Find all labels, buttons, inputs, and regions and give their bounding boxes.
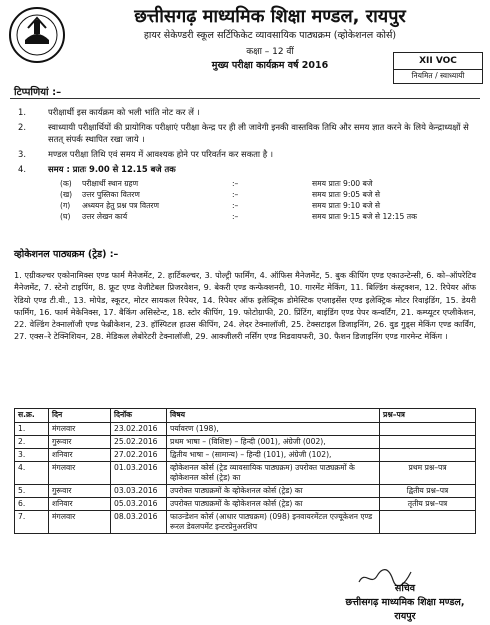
table-row: 3. शनिवार 27.02.2016 द्वितीय भाषा – (सामान्य) – हिन्दी (101), अंग्रेजी (102),	[15, 449, 476, 462]
exam-timetable	[14, 408, 476, 534]
table-row: 7. मंगलवार 08.03.2016 फाउन्डेशन कोर्स (आधार पाठ्यक्रम) (098) इनवायरमेंटल एज्यूकेशन एण्ड रूरल डेवलपमेंट इन्टरप्रेनुअरशिप	[15, 511, 476, 534]
course-code: XII VOC	[419, 56, 457, 66]
schedule-row: (घ) उत्तर लेखन कार्य :– समय प्रातः 9:15 बजे से 12:15 तक	[60, 212, 417, 221]
class-label: कक्षा – 12 वीं	[246, 47, 294, 57]
exam-title: मुख्य परीक्षा कार्यक्रम वर्ष 2016	[211, 60, 329, 71]
course-code-badge	[393, 52, 483, 84]
candidate-type: नियमित / स्वाध्यायी	[394, 69, 482, 81]
col-header-day: दिन	[49, 409, 111, 423]
col-header-subject: विषय	[167, 409, 380, 423]
signatory-place: रायपुर	[394, 611, 416, 622]
table-row: 4. मंगलवार 01.03.2016 व्होकेशनल कोर्स (ट्रेड व्यावसायिक पाठ्यक्रम) उपरोक्त पाठ्यक्रमों के व्होकेशनल कोर्स (ट्रेड) का प्रथम प्रश्न–पत्र	[15, 462, 476, 485]
notes-heading: टिप्पणियां :–	[14, 87, 62, 98]
col-header-paper: प्रश्न–पत्र	[380, 409, 476, 423]
note-item: 3. मण्डल परीक्षा तिथि एवं समय में आवश्यक होने पर परिवर्तन कर सकता है ।	[18, 149, 274, 159]
page-title: छत्तीसगढ़ माध्यमिक शिक्षा मण्डल, रायपुर	[134, 6, 406, 27]
note-item: 1. परीक्षार्थी इस कार्यक्रम को भली भांति नोट कर लें ।	[18, 107, 200, 117]
signatory-designation: सचिव	[394, 583, 416, 594]
table-row: 1. मंगलवार 23.02.2016 पर्यावरण (198),	[15, 423, 476, 436]
trade-heading: व्होकेशनल पाठ्यक्रम (ट्रेड) :–	[14, 249, 119, 260]
schedule-row: (ग) अध्ययन हेतु प्रश्न पत्र वितरण :– समय प्रातः 9:10 बजे से	[60, 201, 381, 210]
col-header-date: दिनॉक	[111, 409, 167, 423]
signatory-org: छत्तीसगढ़ माध्यमिक शिक्षा मण्डल,	[345, 597, 465, 608]
note-item: 4. समय : प्रातः 9.00 से 12.15 बजे तक	[18, 164, 176, 174]
schedule-row: (ख) उत्तर पुस्तिका वितरण :– समय प्रातः 9:05 बजे से	[60, 190, 381, 199]
board-emblem-logo	[8, 6, 66, 64]
table-row: 5. गुरूवार 03.03.2016 उपरोक्त पाठ्यक्रमों के व्होकेशनल कोर्स (ट्रेड) का द्वितीय प्रश्न–पत्र	[15, 485, 476, 498]
notes-list	[18, 106, 480, 178]
time-schedule	[60, 178, 417, 222]
table-header-row	[15, 409, 476, 423]
course-subtitle: हायर सेकेण्डरी स्कूल सर्टिफिकेट व्यावसायिक पाठ्यक्रम (व्होकेशनल कोर्स)	[143, 30, 397, 41]
trade-list: 1. एग्रीकल्चर एकोनामिक्स एण्ड फार्म मैनेजमेंट, 2. हार्टिकल्चर, 3. पोल्ट्री फार्मिंग, 4. ऑफिस मैनेजमेंट, 5. बुक कीपिंग एण्ड एकाउन्टेन्सी, 6. को–ऑपरेटिव मैनेजमेंट, 7. स्टेनो टाइपिंग, 8. फ्रूट एण्ड वेजीटेबल प्रिजरवेशन, 9. बेकरी एण्ड कन्फेक्शनरी, 10. गारमेंट मेकिंग, 11. बिल्डिंग कंस्ट्रक्शन, 12. रिपेयर ऑफ रेडियो एण्ड टी.वी., 13. मोपेड, स्कूटर, मोटर सायकल रिपेयर, 14. रिपेयर ऑफ इलेक्ट्रिक डोमेस्टिक एप्लाइसेंस एण्ड इलेक्ट्रिक मोटर रिवाइंडिंग, 15. डेयरी फार्मिंग, 16. फार्म मेकेनिक्स, 17. बैकिंग असिस्टेन्ट, 18. स्टोर कीपिंग, 19. फोटोग्राफी, 20. प्रिंटिंग, बाइंडिंग एण्ड पेपर कन्वर्टिंग, 21. कम्प्यूटर एप्लीकेशन, 22. वेल्डिंग टेक्नालॉजी एण्ड फेब्रीकेशन, 23. हॉस्पिटल हाउस कीपिंग, 24. लेदर टेक्नालॉजी, 25. टेक्सटाइल डिजाइनिंग, 26. वुड गुड्स मेकिंग एण्ड कार्विंग, 27. एक्स–रे टेक्निशियन, 28. मेडिकल लेबोरेटरी टेक्नालॉजी, 29. आक्जीलरी नर्सिंग एण्ड मिडवायफरी, 30. फैशन डिजाइनिंग एण्ड गारमेन्ट मेकिंग ।	[14, 270, 476, 342]
table-row: 2. गुरूवार 25.02.2016 प्रथम भाषा – (विशिष्ट) – हिन्दी (001), अंग्रेजी (002),	[15, 436, 476, 449]
col-header-sn: स.क्र.	[15, 409, 49, 423]
signature-block	[330, 582, 480, 624]
table-row: 6. शनिवार 05.03.2016 उपरोक्त पाठ्यक्रमों के व्होकेशनल कोर्स (ट्रेड) का तृतीय प्रश्न–पत्र	[15, 498, 476, 511]
note-item: 2. स्वाध्यायी परीक्षार्थियों की प्रायोगिक परीक्षाएं परीक्षा केन्द्र पर ही ली जावेगी इनकी वास्तविक तिथि और समय ज्ञात करने के लिये केन्द्राध्यक्षों से सतत् संपर्क स्थापित रखा जाये ।	[18, 122, 469, 144]
schedule-row: (क) परीक्षार्थी स्थान ग्रहण :– समय प्रातः 9:00 बजे	[60, 179, 373, 188]
divider	[10, 98, 480, 99]
